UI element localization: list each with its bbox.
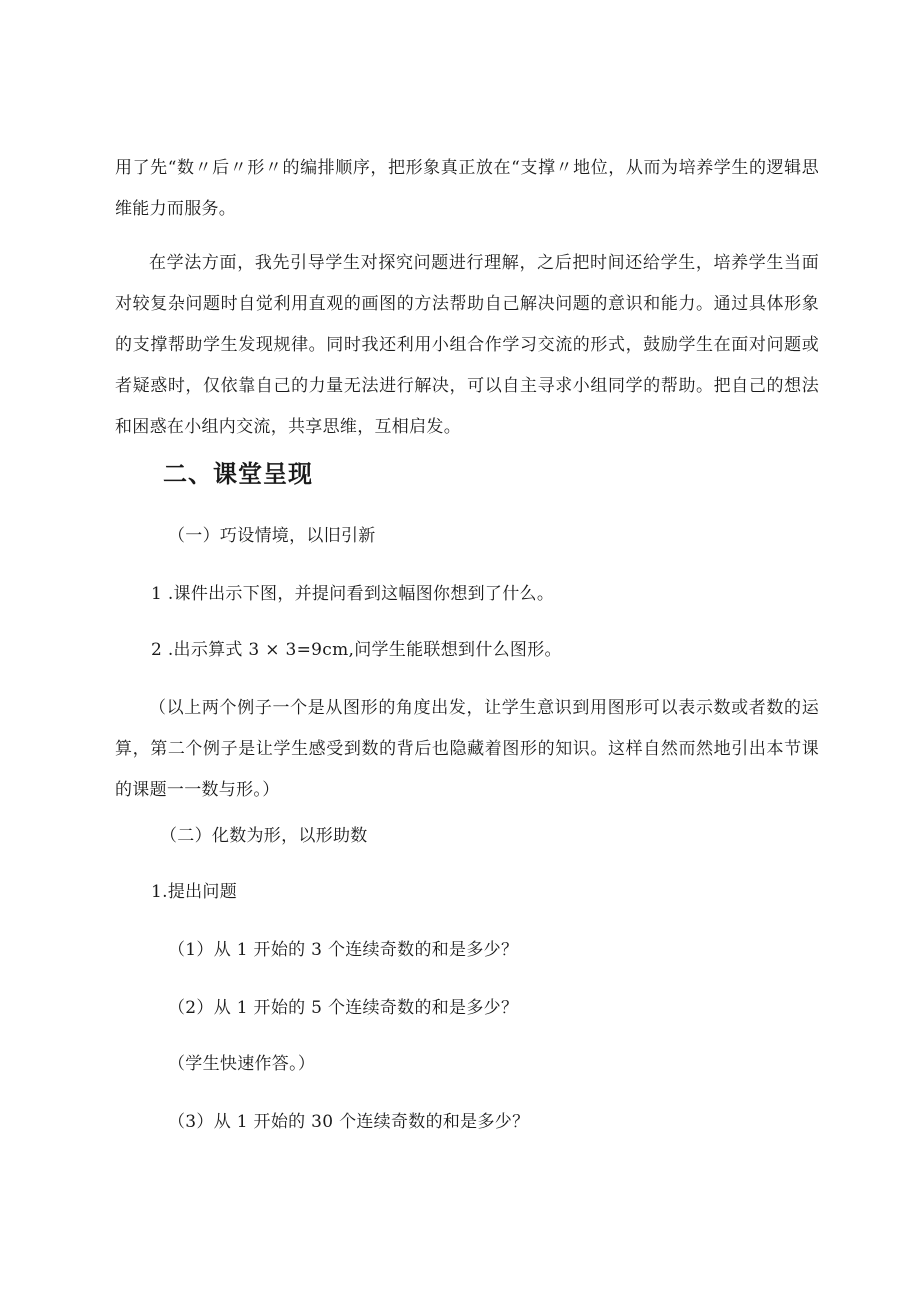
paragraph-examples-explanation: （以上两个例子一个是从图形的角度出发，让学生意识到用图形可以表示数或者数的运算，第二个例子是让学生感受到数的背后也隐藏着图形的知识。这样自然而然地引出本节课的课题一一数与形。）: [115, 698, 819, 800]
subsection-title-number-shape: （二）化数为形，以形助数: [160, 826, 368, 846]
subsection-title-scenario: （一）巧设情境，以旧引新: [168, 526, 376, 546]
section-heading-classroom-presentation: 二、课堂呈现: [163, 459, 313, 488]
list-item-pose-question: 1.提出问题: [151, 882, 238, 902]
question-3: （3）从 1 开始的 30 个连续奇数的和是多少？: [168, 1112, 530, 1132]
student-note: （学生快速作答。）: [168, 1054, 316, 1074]
paragraph-sequence-order: 用了先“数〃后〃形〃的编排顺序，把形象真正放在“支撑〃地位，从而为培养学生的逻辑思维能力而服务。: [115, 158, 819, 219]
question-2: （2）从 1 开始的 5 个连续奇数的和是多少？: [168, 998, 519, 1018]
paragraph-learning-method: 在学法方面，我先引导学生对探究问题进行理解，之后把时间还给学生，培养学生当面对较复杂问题时自觉利用直观的画图的方法帮助自己解决问题的意识和能力。通过具体形象的支撑帮助学生发现规律。同时我还利用小组合作学习交流的形式，鼓励学生在面对问题或者疑惑时，仅依靠自己的力量无法进行解决，可以自主寻求小组同学的帮助。把自己的想法和困惑在小组内交流，共享思维，互相启发。: [115, 253, 819, 437]
question-1: （1）从 1 开始的 3 个连续奇数的和是多少？: [168, 940, 519, 960]
list-item-courseware: 1 .课件出示下图，并提问看到这幅图你想到了什么。: [151, 584, 555, 604]
list-item-formula: 2 .出示算式 3 × 3=9cm,问学生能联想到什么图形。: [151, 640, 562, 660]
